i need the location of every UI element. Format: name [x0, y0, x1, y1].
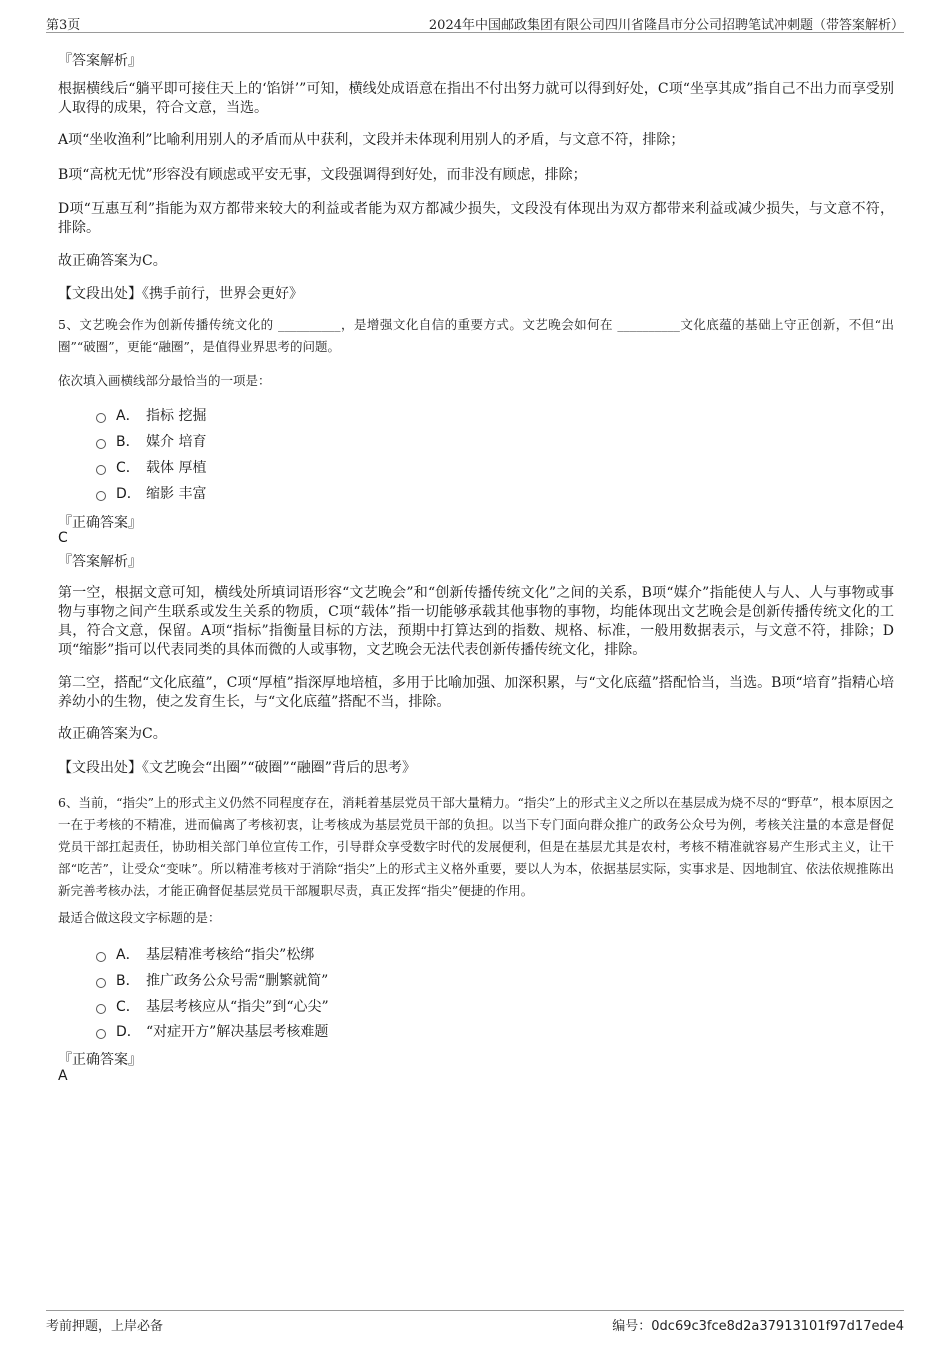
option-letter: D．: [116, 486, 141, 502]
option-c[interactable]: [96, 996, 329, 1016]
radio-icon[interactable]: [96, 1004, 106, 1014]
option-letter: C．: [116, 999, 140, 1015]
correct-answer-label: 『正确答案』: [58, 1052, 142, 1068]
conclusion: 故正确答案为C。: [58, 726, 167, 742]
option-text: 推广政务公众号需“删繁就简”: [146, 973, 329, 989]
option-b[interactable]: [96, 431, 206, 451]
correct-answer-label: 『正确答案』: [58, 515, 142, 531]
option-text: 指标 挖掘: [146, 408, 207, 424]
page-footer: [46, 1310, 904, 1335]
question-stem: 5、文艺晚会作为创新传播传统文化的 __________，是增强文化自信的重要方式。文艺晚会如何在 __________文化底蕴的基础上守正创新，不但“出圈”“破圈”，更能“融圈”，是值得业界思考的问题。: [58, 317, 894, 354]
source-citation: 【文段出处】《文艺晚会“出圈”“破圈”“融圈”背后的思考》: [58, 760, 416, 776]
radio-icon[interactable]: [96, 413, 106, 423]
conclusion: 故正确答案为C。: [58, 253, 167, 269]
option-letter: A．: [116, 947, 140, 963]
analysis-paragraph: 第一空，根据文意可知，横线处所填词语形容“文艺晚会”和“创新传播传统文化”之间的关系，B项“媒介”指能使人与人、人与事物或事物与事物之间产生联系或发生关系的物质，C项“载体”指一切能够承载其他事物的事物，均能体现出文艺晚会是创新传播传统文化的工具，符合文意，保留。A项“指标”指衡量目标的方法，预期中打算达到的指数、规格、标准，一般用数据表示，与文意不符，排除；D项“缩影”指可以代表同类的具体而微的人或事物，文艺晚会无法代表创新传播传统文化，排除。: [58, 585, 894, 658]
radio-icon[interactable]: [96, 491, 106, 501]
correct-answer: A: [58, 1068, 68, 1084]
radio-icon[interactable]: [96, 952, 106, 962]
radio-icon[interactable]: [96, 439, 106, 449]
analysis-paragraph: 根据横线后“躺平即可接住天上的‘馅饼’”可知，横线处成语意在指出不付出努力就可以得到好处，C项“坐享其成”指自己不出力而享受别人取得的成果，符合文意，当选。: [58, 81, 894, 116]
option-d[interactable]: [96, 1021, 328, 1041]
footer-motto: 考前押题，上岸必备: [46, 1319, 164, 1334]
source-citation: 【文段出处】《携手前行，世界会更好》: [58, 286, 303, 302]
document-title: 2024年中国邮政集团有限公司四川省隆昌市分公司招聘笔试冲刺题（带答案解析）: [428, 18, 904, 33]
page-number: 第3页: [46, 18, 81, 33]
answer-analysis-label: 『答案解析』: [58, 554, 142, 570]
option-letter: C．: [116, 460, 140, 476]
option-c[interactable]: [96, 457, 206, 477]
option-a[interactable]: [96, 944, 314, 964]
option-text: 基层精准考核给“指尖”松绑: [146, 947, 315, 963]
option-a[interactable]: [96, 405, 206, 425]
option-text: “对症开方”解决基层考核难题: [146, 1024, 329, 1040]
option-letter: D．: [116, 1024, 141, 1040]
radio-icon[interactable]: [96, 1029, 106, 1039]
page-header: [46, 14, 904, 33]
option-text: 媒介 培育: [146, 434, 207, 450]
analysis-paragraph: 第二空，搭配“文化底蕴”，C项“厚植”指深厚地培植，多用于比喻加强、加深积累，与“文化底蕴”搭配恰当，当选。B项“培育”指精心培养幼小的生物，使之发育生长，与“文化底蕴”搭配不当，排除。: [58, 675, 894, 710]
correct-answer: C: [58, 530, 68, 546]
option-text: 基层考核应从“指尖”到“心尖”: [146, 999, 329, 1015]
question-stem: 6、当前，“指尖”上的形式主义仍然不同程度存在，消耗着基层党员干部大量精力。“指尖”上的形式主义之所以在基层成为烧不尽的“野草”，根本原因之一在于考核的不精准，进而偏离了考核初衷，让考核成为基层党员干部的负担。以当下专门面向群众推广的政务公众号为例，考核关注量的本意是督促党员干部扛起责任，协助相关部门单位宣传工作，引导群众享受数字时代的发展便利，但是在基层尤其是农村，考核不精准就容易产生形式主义，让干部“吃苦”，让受众“变味”。所以精准考核对于消除“指尖”上的形式主义格外重要，要以人为本，依据基层实际，实事求是、因地制宜、依法依规推陈出新完善考核办法，才能正确督促基层党员干部履职尽责，真正发挥“指尖”便捷的作用。: [58, 795, 894, 898]
option-d[interactable]: [96, 483, 206, 503]
analysis-paragraph: D项“互惠互利”指能为双方都带来较大的利益或者能为双方都减少损失，文段没有体现出为双方都带来利益或减少损失，与文意不符，排除。: [58, 201, 894, 236]
radio-icon[interactable]: [96, 978, 106, 988]
analysis-paragraph: B项“高枕无忧”形容没有顾虑或平安无事，文段强调得到好处，而非没有顾虑，排除；: [58, 167, 587, 183]
option-letter: B．: [116, 973, 140, 989]
option-letter: A．: [116, 408, 140, 424]
radio-icon[interactable]: [96, 465, 106, 475]
document-code: 编号：0dc69c3fce8d2a37913101f97d17ede4: [612, 1319, 904, 1334]
option-text: 缩影 丰富: [146, 486, 207, 502]
option-letter: B．: [116, 434, 140, 450]
question-prompt: 最适合做这段文字标题的是：: [58, 910, 221, 925]
question-prompt: 依次填入画横线部分最恰当的一项是：: [58, 373, 271, 388]
option-b[interactable]: [96, 970, 328, 990]
analysis-paragraph: A项“坐收渔利”比喻利用别人的矛盾而从中获利，文段并未体现利用别人的矛盾，与文意不符，排除；: [58, 132, 685, 148]
answer-analysis-label: 『答案解析』: [58, 53, 142, 69]
option-text: 载体 厚植: [146, 460, 207, 476]
